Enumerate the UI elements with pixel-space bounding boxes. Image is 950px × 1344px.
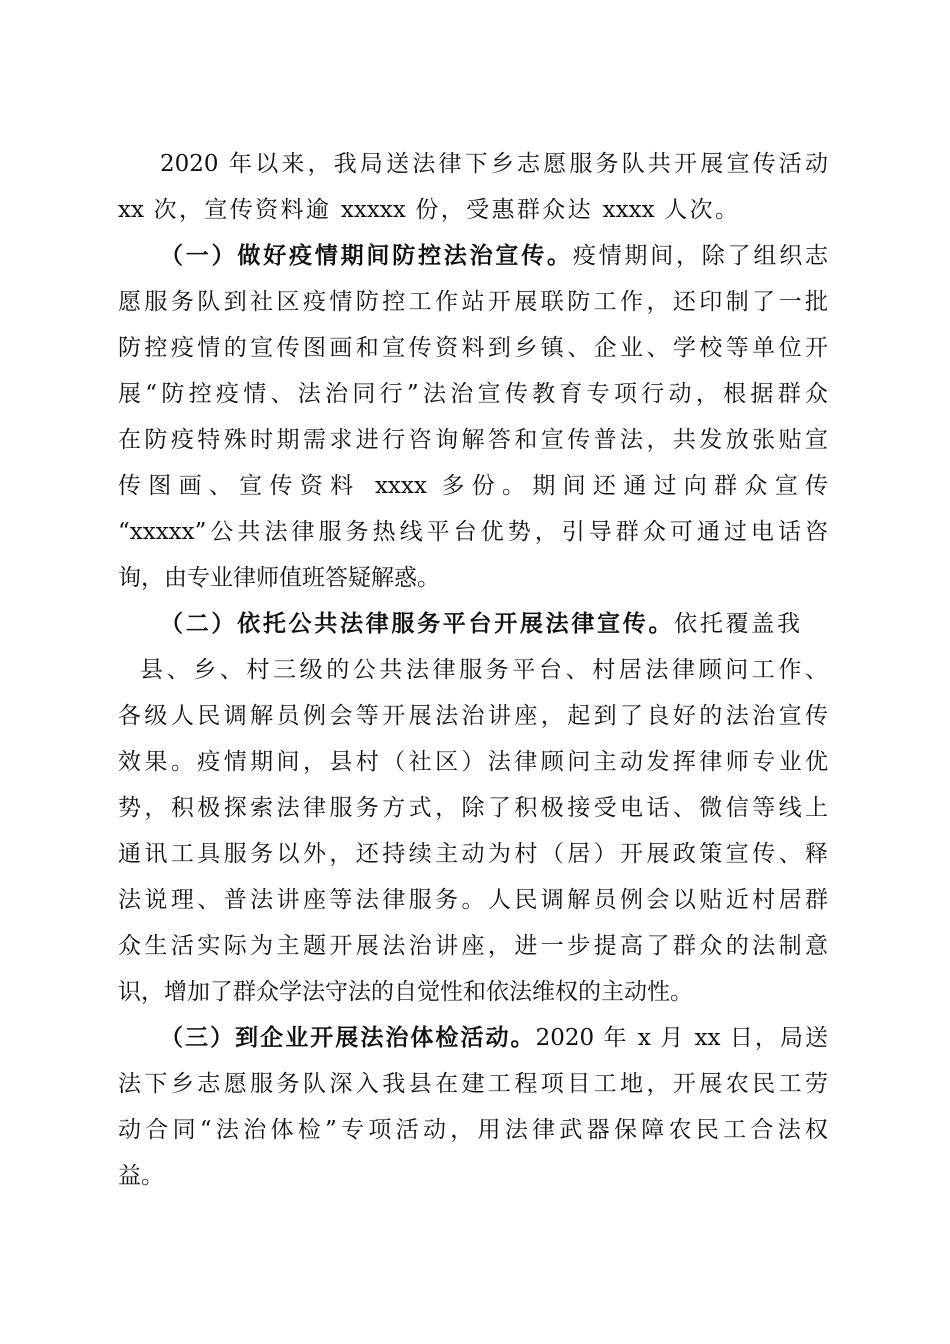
paragraph-line: 各级人民调解员例会等开展法治讲座，起到了良好的法治宣传 xyxy=(118,703,828,729)
section-heading: （三）到企业开展法治体检活动。 xyxy=(160,1024,536,1051)
paragraph-first-line xyxy=(160,1021,828,1055)
paragraph-first-line xyxy=(160,239,828,273)
paragraph-line: “xxxxx”公共法律服务热线平台优势，引导群众可通过电话咨 xyxy=(118,519,828,545)
paragraph-line: 在防疫特殊时期需求进行咨询解答和宣传普法，共发放张贴宣 xyxy=(118,427,828,453)
paragraph-line: 2020 年以来，我局送法律下乡志愿服务队共开展宣传活动 xyxy=(160,151,828,177)
paragraph-line: 通讯工具服务以外，还持续主动为村（居）开展政策宣传、释 xyxy=(118,841,828,867)
paragraph-line: 防控疫情的宣传图画和宣传资料到乡镇、企业、学校等单位开 xyxy=(118,335,828,361)
paragraph-line: 识，增加了群众学法守法的自觉性和依法维权的主动性。 xyxy=(118,979,693,1005)
paragraph-line: 动合同“法治体检”专项活动，用法律武器保障农民工合法权 xyxy=(118,1117,828,1143)
paragraph-line: 愿服务队到社区疫情防控工作站开展联防工作，还印制了一批 xyxy=(118,289,828,315)
paragraph-line: 法下乡志愿服务队深入我县在建工程项目工地，开展农民工劳 xyxy=(118,1071,828,1097)
paragraph-line: 展“防控疫情、法治同行”法治宣传教育专项行动，根据群众 xyxy=(118,381,828,407)
paragraph-text: 疫情期间，除了组织志 xyxy=(572,243,828,269)
paragraph-line: 询，由专业律师值班答疑解惑。 xyxy=(118,565,440,591)
paragraph-line: 法说理、普法讲座等法律服务。人民调解员例会以贴近村居群 xyxy=(118,887,828,913)
paragraph-line: 县、乡、村三级的公共法律服务平台、村居法律顾问工作、 xyxy=(140,657,828,683)
section-heading: （一）做好疫情期间防控法治宣传。 xyxy=(160,242,573,269)
paragraph-line: xx 次，宣传资料逾 xxxxx 份，受惠群众达 xxxx 人次。 xyxy=(118,197,738,223)
paragraph-text: 2020 年 x 月 xx 日，局送 xyxy=(535,1025,828,1051)
paragraph-line: 势，积极探索法律服务方式，除了积极接受电话、微信等线上 xyxy=(118,795,828,821)
paragraph-text: 依托覆盖我 xyxy=(674,611,800,637)
paragraph-first-line xyxy=(160,607,800,641)
paragraph-line: 传图画、宣传资料 xxxx 多份。期间还通过向群众宣传 xyxy=(118,473,828,499)
section-heading: （二）依托公共法律服务平台开展法律宣传。 xyxy=(160,610,675,637)
paragraph-line: 效果。疫情期间，县村（社区）法律顾问主动发挥律师专业优 xyxy=(118,749,828,775)
paragraph-line: 益。 xyxy=(118,1163,164,1189)
paragraph-line: 众生活实际为主题开展法治讲座，进一步提高了群众的法制意 xyxy=(118,933,828,959)
